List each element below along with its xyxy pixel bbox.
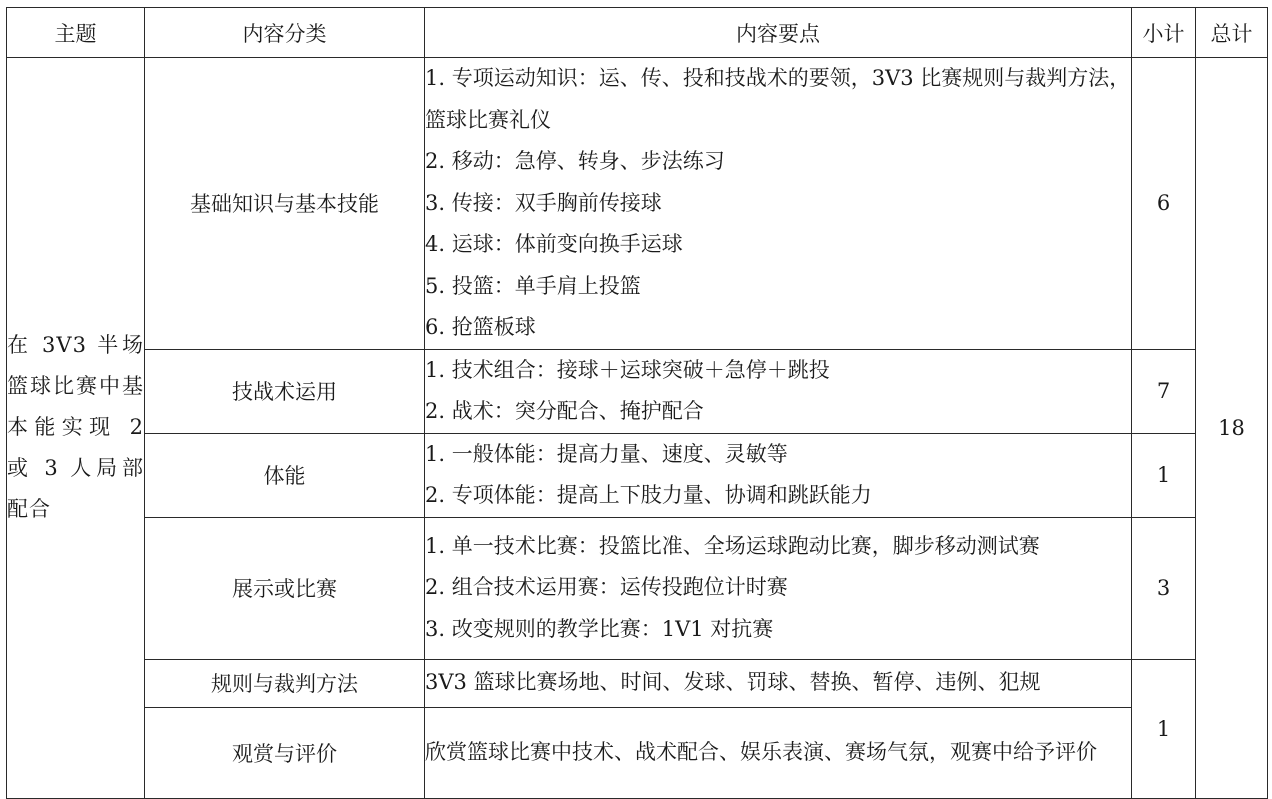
points-cell [425, 58, 1132, 350]
header-total: 总计 [1196, 8, 1268, 58]
subtotal-cell: 1 [1132, 433, 1196, 517]
point-item: 2. 移动：急停、转身、步法练习 [425, 149, 725, 173]
category-cell: 基础知识与基本技能 [145, 58, 425, 350]
point-item: 6. 抢篮板球 [425, 315, 536, 339]
table-row [7, 517, 1268, 659]
header-row [7, 8, 1268, 58]
point-item: 2. 战术：突分配合、掩护配合 [425, 399, 704, 423]
header-topic: 主题 [7, 8, 145, 58]
point-item: 1. 一般体能：提高力量、速度、灵敏等 [425, 441, 788, 466]
subtotal-cell: 6 [1132, 58, 1196, 350]
point-item: 4. 运球：体前变向换手运球 [425, 232, 683, 256]
subtotal-cell: 1 [1132, 659, 1196, 798]
curriculum-table [6, 7, 1268, 799]
point-item: 3. 传接：双手胸前传接球 [425, 190, 662, 215]
point-item: 1. 专项运动知识：运、传、投和技战术的要领，3V3 比赛规则与裁判方法，篮球比赛礼仪 [425, 66, 1131, 132]
point-item: 欣赏篮球比赛中技术、战术配合、娱乐表演、赛场气氛，观赛中给予评价 [425, 739, 1097, 764]
category-cell: 规则与裁判方法 [145, 659, 425, 707]
table-row [7, 349, 1268, 433]
header-subtotal: 小计 [1132, 8, 1196, 58]
points-cell [425, 517, 1132, 659]
topic-cell: 在 3V3 半场篮球比赛中基本能实现 2 或 3 人局部配合 [7, 58, 145, 799]
table-row [7, 659, 1268, 707]
points-cell [425, 707, 1132, 798]
category-cell: 技战术运用 [145, 349, 425, 433]
category-cell: 体能 [145, 433, 425, 517]
table-row [7, 707, 1268, 798]
header-category: 内容分类 [145, 8, 425, 58]
header-points: 内容要点 [425, 8, 1132, 58]
table-row [7, 58, 1268, 350]
point-item: 1. 技术组合：接球＋运球突破＋急停＋跳投 [425, 357, 830, 382]
subtotal-cell: 3 [1132, 517, 1196, 659]
category-cell: 展示或比赛 [145, 517, 425, 659]
point-item: 3. 改变规则的教学比赛：1V1 对抗赛 [425, 616, 774, 641]
table-row [7, 433, 1268, 517]
point-item: 1. 单一技术比赛：投篮比准、全场运球跑动比赛，脚步移动测试赛 [425, 533, 1040, 558]
point-item: 5. 投篮：单手肩上投篮 [425, 273, 641, 298]
subtotal-cell: 7 [1132, 349, 1196, 433]
point-item: 2. 组合技术运用赛：运传投跑位计时赛 [425, 575, 788, 600]
point-item: 3V3 篮球比赛场地、时间、发球、罚球、替换、暂停、违例、犯规 [425, 670, 1041, 695]
category-cell: 观赏与评价 [145, 707, 425, 798]
points-cell [425, 349, 1132, 433]
points-cell [425, 433, 1132, 517]
total-cell: 18 [1196, 58, 1268, 799]
point-item: 2. 专项体能：提高上下肢力量、协调和跳跃能力 [425, 483, 872, 507]
points-cell [425, 659, 1132, 707]
